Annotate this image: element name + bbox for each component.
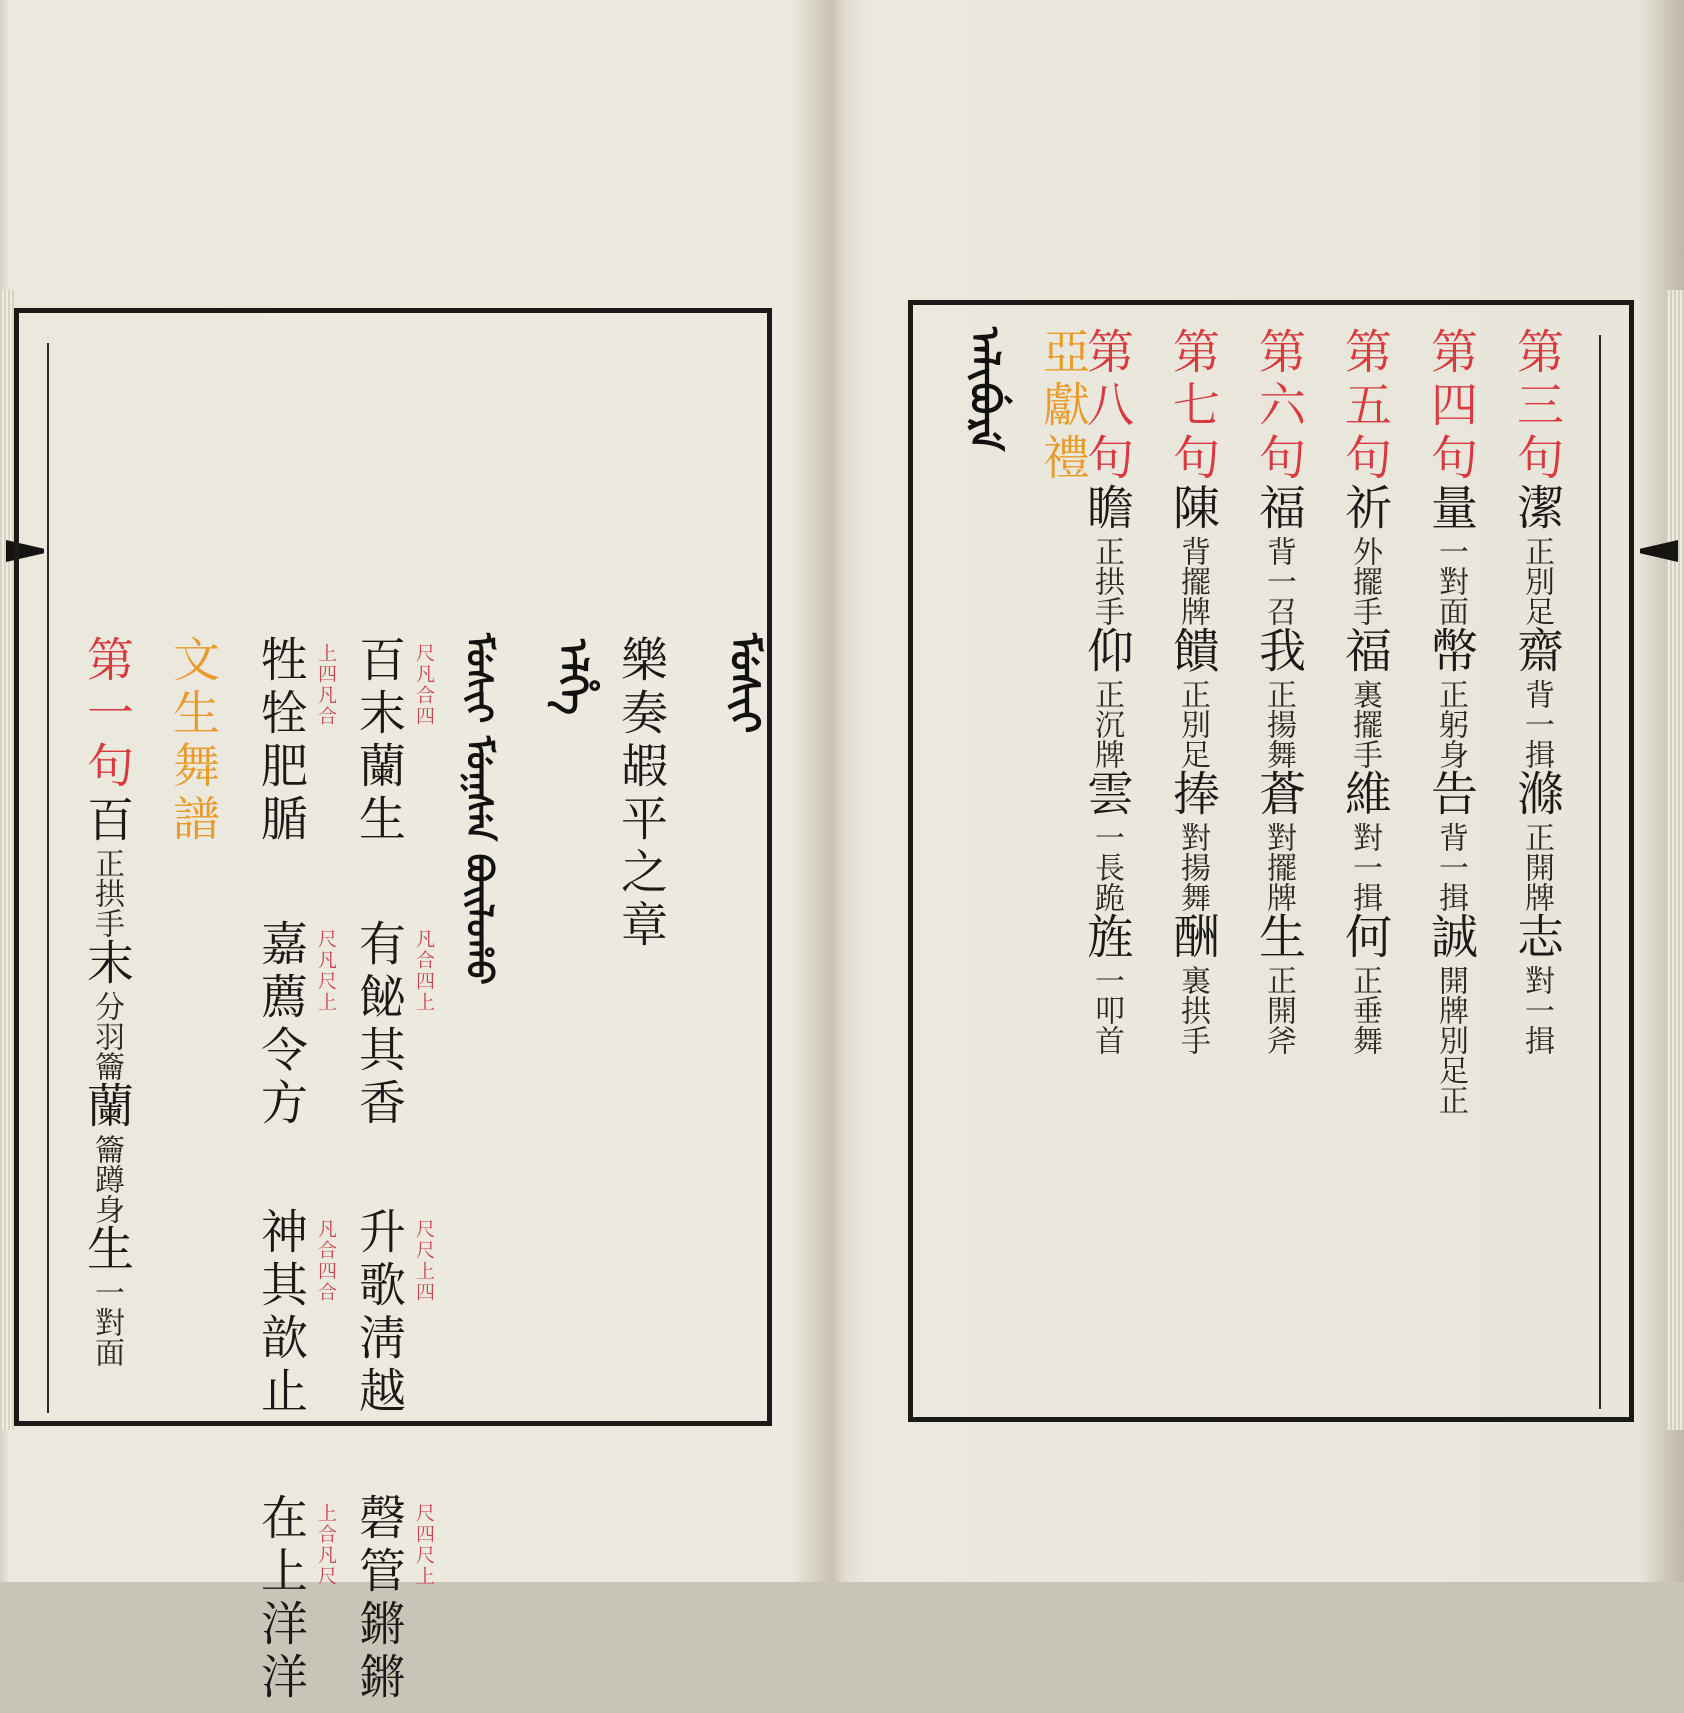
movement-note: 對一揖 bbox=[1519, 965, 1554, 1055]
manchu-title: ᠠᠯᡳᠪᡠᡵᡝ bbox=[961, 327, 1007, 452]
movement-note: 一對面 bbox=[1433, 536, 1468, 626]
line-label: 第八句 bbox=[1079, 327, 1134, 486]
verse: 在上洋洋 bbox=[253, 1493, 308, 1705]
verse: 牲牷肥腯 bbox=[253, 635, 308, 847]
movement-note: 開牌別足正 bbox=[1433, 965, 1468, 1115]
verse: 百末蘭生 bbox=[351, 635, 406, 847]
lyric-char: 潔 bbox=[1509, 483, 1564, 536]
movement-note: 籥蹲身 bbox=[89, 1134, 124, 1224]
movement-note: 一對面 bbox=[89, 1277, 124, 1367]
movement-note: 正開斧 bbox=[1261, 965, 1296, 1055]
lyric-char: 祈 bbox=[1337, 483, 1392, 536]
movement-note: 對擺牌 bbox=[1261, 822, 1296, 912]
movement-note: 正揚舞 bbox=[1261, 679, 1296, 769]
verse: 神其歆止 bbox=[253, 1207, 308, 1419]
verse: 有飶其香 bbox=[351, 919, 406, 1131]
lyric-char: 誠 bbox=[1423, 912, 1478, 965]
movement-note: 背一揖 bbox=[1519, 679, 1554, 769]
movement-note: 正別足 bbox=[1519, 536, 1554, 626]
lyric-char: 蒼 bbox=[1251, 769, 1306, 822]
right-page-frame bbox=[908, 300, 1634, 1422]
lyric-char: 仰 bbox=[1079, 626, 1134, 679]
lyric-char: 酬 bbox=[1165, 912, 1220, 965]
lyric-char: 我 bbox=[1251, 626, 1306, 679]
lyric-char: 滌 bbox=[1509, 769, 1564, 822]
notation-cell: 上四凡合 bbox=[315, 643, 337, 727]
dance-line-1 bbox=[73, 795, 140, 1367]
left-page-frame bbox=[14, 308, 772, 1705]
lyric-char: 量 bbox=[1423, 483, 1478, 536]
movement-note: 對一揖 bbox=[1347, 822, 1382, 912]
movement-note: 對揚舞 bbox=[1175, 822, 1210, 912]
lyric-char: 福 bbox=[1251, 483, 1306, 536]
lyric-char: 百 bbox=[79, 795, 134, 848]
verse: 嘉薦令方 bbox=[253, 919, 308, 1131]
dance-line bbox=[1245, 483, 1312, 1055]
dance-title: 文生舞譜 bbox=[165, 635, 220, 847]
lyric-char: 志 bbox=[1509, 912, 1564, 965]
movement-note: 正垂舞 bbox=[1347, 965, 1382, 1055]
line-label: 第一句 bbox=[79, 635, 134, 794]
verse: 升歌淸越 bbox=[351, 1207, 406, 1419]
lyric-char: 旌 bbox=[1079, 912, 1134, 965]
movement-note: 正拱手 bbox=[1089, 536, 1124, 626]
lyric-char: 饋 bbox=[1165, 626, 1220, 679]
dance-line bbox=[1073, 483, 1140, 1055]
line-label: 第五句 bbox=[1337, 327, 1392, 486]
music-title: 樂奏嘏平之章 bbox=[613, 635, 668, 953]
dance-line bbox=[1331, 483, 1398, 1055]
dance-line bbox=[1503, 483, 1570, 1055]
movement-note: 裏拱手 bbox=[1175, 965, 1210, 1055]
notation-cell: 凡合四上 bbox=[413, 929, 435, 1013]
movement-note: 一長跪 bbox=[1089, 822, 1124, 912]
right-page-edges bbox=[1666, 290, 1684, 1430]
movement-note: 背一召 bbox=[1261, 536, 1296, 626]
line-label: 第四句 bbox=[1423, 327, 1478, 486]
movement-note: 背擺牌 bbox=[1175, 536, 1210, 626]
lyric-char: 蘭 bbox=[79, 1081, 134, 1134]
movement-note: 外擺手 bbox=[1347, 536, 1382, 626]
lyric-char: 生 bbox=[1251, 912, 1306, 965]
movement-note: 正躬身 bbox=[1433, 679, 1468, 769]
movement-note: 正拱手 bbox=[89, 848, 124, 938]
dance-line bbox=[1159, 483, 1226, 1055]
line-label: 第三句 bbox=[1509, 327, 1564, 486]
notation-cell: 上合凡尺 bbox=[315, 1503, 337, 1587]
lyric-char: 告 bbox=[1423, 769, 1478, 822]
dance-line bbox=[1417, 483, 1484, 1115]
lyric-char: 維 bbox=[1337, 769, 1392, 822]
line-label: 第七句 bbox=[1165, 327, 1220, 486]
line-label: 第六句 bbox=[1251, 327, 1306, 486]
lyric-char: 幣 bbox=[1423, 626, 1478, 679]
movement-note: 背一揖 bbox=[1433, 822, 1468, 912]
right-page-tab bbox=[1640, 540, 1678, 562]
movement-note: 正別足 bbox=[1175, 679, 1210, 769]
lyric-char: 末 bbox=[79, 938, 134, 991]
verse: 磬管鏘鏘 bbox=[351, 1493, 406, 1705]
left-page-edges bbox=[0, 290, 14, 1430]
movement-note: 正開牌 bbox=[1519, 822, 1554, 912]
manchu-text-col-2: ᡝᠯᡥᡝ bbox=[549, 639, 595, 715]
lyric-char: 陳 bbox=[1165, 483, 1220, 536]
lyric-char: 生 bbox=[79, 1224, 134, 1277]
lyric-char: 何 bbox=[1337, 912, 1392, 965]
movement-note: 分羽籥 bbox=[89, 991, 124, 1081]
notation-cell: 尺凡尺上 bbox=[315, 929, 337, 1013]
lyric-char: 瞻 bbox=[1079, 483, 1134, 536]
lyric-char: 雲 bbox=[1079, 769, 1134, 822]
movement-note: 一叩首 bbox=[1089, 965, 1124, 1055]
notation-cell: 尺尺上四 bbox=[413, 1219, 435, 1303]
movement-note: 正沉牌 bbox=[1089, 679, 1124, 769]
manchu-text-col-1: ᠮᡠᠰᡳᡳ bbox=[721, 633, 767, 734]
lyric-char: 齋 bbox=[1509, 626, 1564, 679]
lyric-char: 捧 bbox=[1165, 769, 1220, 822]
movement-note: 裏擺手 bbox=[1347, 679, 1382, 769]
notation-cell: 凡合四合 bbox=[315, 1219, 337, 1303]
lyric-char: 福 bbox=[1337, 626, 1392, 679]
notation-cell: 尺凡合四 bbox=[413, 643, 435, 727]
notation-cell: 尺四尺上 bbox=[413, 1503, 435, 1587]
section-title: 亞獻禮 bbox=[1035, 327, 1090, 486]
manchu-text-col-3: ᠮᡠᠰᡳᡳ ᠮᡠᡴᠰᡝᠨ ᠪᠣᡳᠯᠣᡥᠣ bbox=[458, 633, 499, 985]
